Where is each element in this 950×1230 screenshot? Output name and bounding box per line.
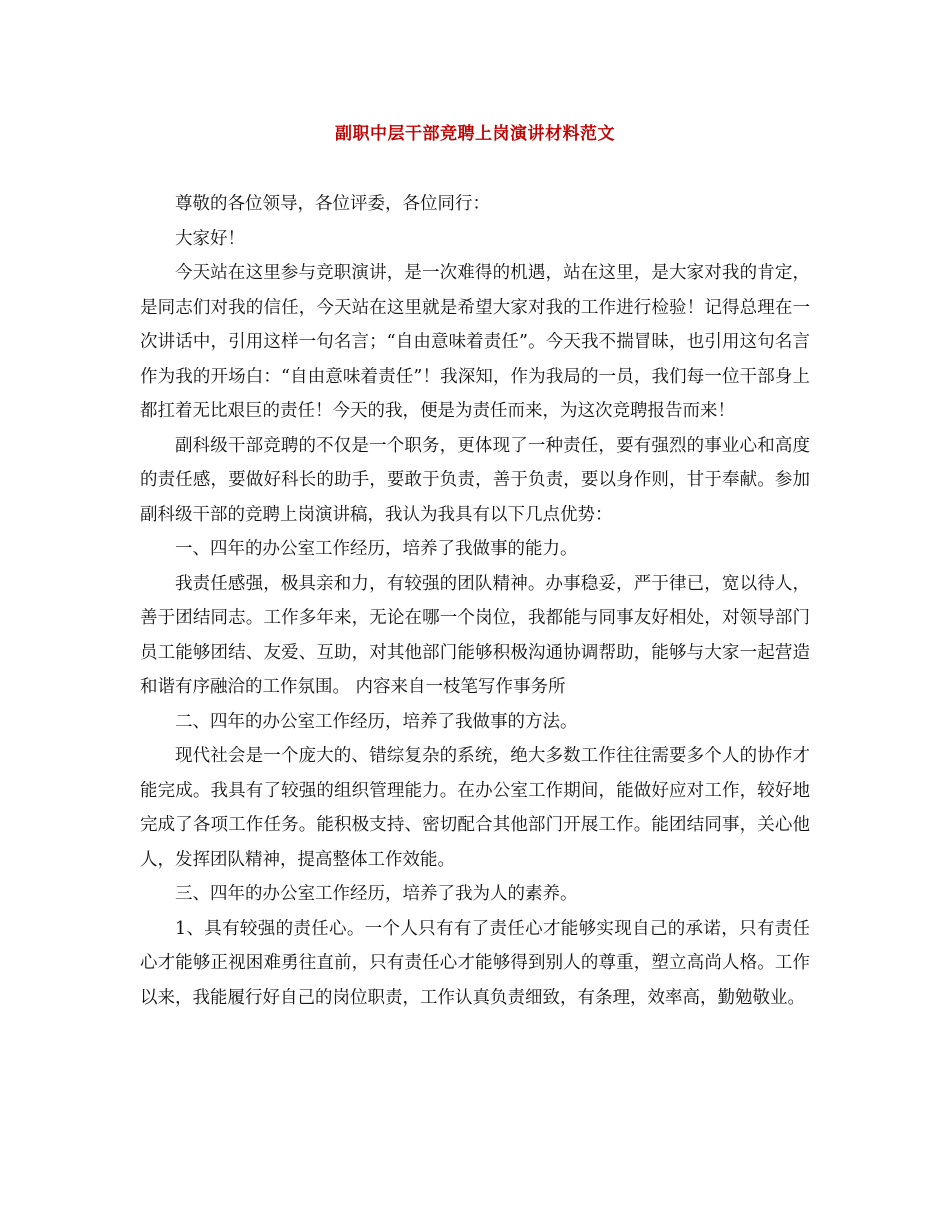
section-heading: 二、四年的办公室工作经历，培养了我做事的方法。 <box>175 711 578 732</box>
section-heading: 一、四年的办公室工作经历，培养了我做事的能力。 <box>175 539 578 559</box>
paragraph: 现代社会是一个庞大的、错综复杂的系统，绝大多数工作往往需要多个人的协作才能完成。我具有了较强的组织管理能力。在办公室工作期间，能做好应对工作，较好地完成了各项工作任务。能积极支持、密切配合其他部门开展工作。能团结同事，关心他人，发挥团队精神，提高整体工作效能。 <box>140 746 810 870</box>
paragraph: 今天站在这里参与竞职演讲，是一次难得的机遇，站在这里，是大家对我的肯定，是同志们对我的信任，今天站在这里就是希望大家对我的工作进行检验！记得总理在一次讲话中，引用这样一句名言；“自由意味着责任”。今天我不揣冒昧，也引用这句名言作为我的开场白：“自由意味着责任”！我深知，作为我局的一员，我们每一位干部身上都扛着无比艰巨的责任！今天的我，便是为责任而来，为这次竞聘报告而来！ <box>140 263 810 421</box>
paragraph-greeting: 大家好！ <box>175 228 245 249</box>
paragraph: 1、具有较强的责任心。一个人只有有了责任心才能够实现自己的承诺，只有责任心才能够正视困难勇往直前，只有责任心才能够得到别人的尊重，塑立高尚人格。工作以来，我能履行好自己的岗位职责，工作认真负责细致，有条理，效率高，勤勉敬业。 <box>140 918 810 1008</box>
paragraph: 我责任感强，极具亲和力，有较强的团队精神。办事稳妥，严于律已，宽以待人，善于团结同志。工作多年来，无论在哪一个岗位，我都能与同事友好相处，对领导部门员工能够团结、友爱、互助，对其他部门能够积极沟通协调帮助，能够与大家一起营造和谐有序融洽的工作氛围。 内容来自一枝笔写作事务所 <box>140 573 810 697</box>
document-title: 副职中层干部竞聘上岗演讲材料范文 <box>335 124 615 144</box>
section-heading: 三、四年的办公室工作经历，培养了我为人的素养。 <box>175 884 578 904</box>
document-body <box>140 187 810 1015</box>
paragraph-salutation: 尊敬的各位领导，各位评委，各位同行： <box>175 194 490 214</box>
paragraph: 副科级干部竞聘的不仅是一个职务，更体现了一种责任，要有强烈的事业心和高度的责任感，要做好科长的助手，要敢于负责，善于负责，要以身作则，甘于奉献。参加副科级干部的竞聘上岗演讲稿，我认为我具有以下几点优势： <box>140 435 810 525</box>
